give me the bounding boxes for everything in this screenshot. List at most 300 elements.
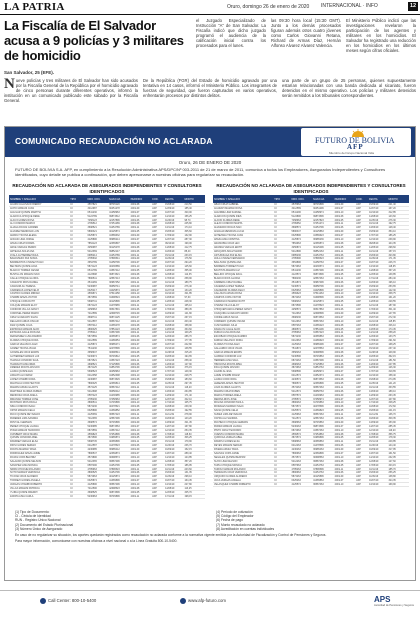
table-cell: 2019-11	[334, 249, 344, 253]
table-cell: 2019-06	[334, 226, 344, 230]
table-cell: AFP	[152, 218, 157, 222]
table-cell: NINA CONDORI ISAAC	[10, 405, 36, 409]
notice-banner	[5, 127, 415, 157]
table-cell: CI	[70, 401, 73, 405]
table-cell: 6874123	[87, 304, 97, 308]
table-cell: 2019-06	[130, 471, 140, 475]
table-cell: 36985496	[313, 343, 324, 346]
table-cell: AFP	[356, 327, 361, 331]
table-cell: BARRIENTOS CHAVEZ HUGO	[10, 261, 44, 265]
table-cell: 2019-11	[334, 413, 344, 416]
table-cell: 37896596	[313, 467, 324, 471]
table-cell: 41254796	[109, 463, 120, 467]
table-cell: 10/07/19	[165, 343, 175, 346]
table-cell: 258,90	[184, 276, 192, 280]
table-cell: 2019-06	[334, 335, 344, 339]
table-cell: 2019-08	[130, 203, 140, 206]
table-cell: 3574574	[291, 455, 301, 459]
page-number: 12	[409, 3, 417, 9]
table-cell: 41236963	[313, 393, 324, 397]
table-cell: 2019-06	[130, 218, 140, 222]
table-cell: AFP	[356, 416, 361, 420]
table-cell: ALAVI FLORES ROSA	[10, 218, 35, 222]
table-cell: 12/09/19	[369, 366, 379, 370]
table-cell: CI	[274, 269, 277, 273]
table-cell: 5236987	[87, 284, 97, 288]
table-cell: 5412369	[87, 249, 97, 253]
table-cell: 31458763	[313, 261, 324, 265]
table-cell: 2019-05	[334, 381, 344, 385]
drop-cap: N	[4, 78, 15, 92]
table-cell: 6587496	[87, 463, 97, 467]
article-column-2: De la República (FGR) del Estado de homicidio agravado por una tentativa en 14 casos, informó el Ministerio Público. Los integrantes de fuerzas de seguridad, que fueron capturados en varios operativos, enfrentarán procesos por distintos delitos.	[143, 78, 277, 98]
table-cell: 41652374	[313, 374, 324, 378]
table-cell: CHAMBI APAZA VICTOR	[10, 296, 38, 300]
table-cell: 172,60	[388, 405, 396, 409]
table-cell: 13/06/19	[165, 389, 175, 393]
table-cell: 3896263	[291, 401, 301, 405]
table-cell: AFP	[356, 226, 361, 230]
table-cell: CI	[70, 214, 73, 218]
table-cell: 41258963	[109, 210, 120, 214]
column-header: CÓD.	[356, 197, 363, 201]
table-cell: ACAPA CALLISAYA FREDDY	[10, 203, 42, 206]
table-cell: 11/08/19	[165, 350, 175, 354]
table-cell: QUIROGA VARGAS ABEL	[214, 436, 243, 440]
masthead	[0, 0, 420, 15]
afp-logo	[301, 128, 411, 156]
table-cell: AFP	[152, 206, 157, 210]
table-cell: 2019-07	[130, 261, 140, 265]
table-cell: AFP	[152, 354, 157, 358]
table-cell: 41289654	[109, 339, 120, 343]
table-cell: 278,90	[184, 413, 192, 416]
table-cell: 2019-10	[130, 401, 140, 405]
table-cell: JIMENEZ ROCHA WILSON	[10, 366, 40, 370]
table-cell: CI	[70, 366, 73, 370]
table-cell: 264,85	[184, 389, 192, 393]
table-cell: BLANCO TORREZ CESAR	[10, 269, 40, 273]
table-cell: 14/07/19	[369, 424, 379, 428]
table-cell: LEDEZMA APAZA HECTOR	[214, 381, 244, 385]
table-cell: 41369823	[313, 409, 324, 413]
table-cell: 133,75	[388, 335, 396, 339]
table-cell: AFP	[356, 210, 361, 214]
table-cell: 40478596	[313, 405, 324, 409]
table-cell: 14/08/19	[369, 269, 379, 273]
table-cell: 132,90	[184, 234, 192, 238]
table-cell: ACHO MAMANI JUAN	[10, 206, 35, 210]
table-cell: 39587412	[109, 319, 120, 323]
table-cell: AFP	[356, 308, 361, 311]
table-cell: 42365896	[313, 381, 324, 385]
table-cell: 30698596	[313, 350, 324, 354]
table-cell: 6325574	[291, 409, 301, 413]
table-cell: 221,40	[388, 203, 396, 206]
table-cell: 7458123	[87, 218, 97, 222]
table-cell: 11/08/19	[369, 350, 379, 354]
table-cell: 189,10	[388, 389, 396, 393]
column-header: NOMBRE Y APELLIDO	[214, 197, 241, 201]
table-cell: 4785632	[87, 257, 97, 261]
table-cell: 15/06/19	[369, 253, 379, 257]
phone-icon	[40, 598, 46, 604]
table-cell: 286,70	[184, 335, 192, 339]
table-cell: 17/06/19	[165, 308, 175, 311]
table-cell: 161,20	[388, 296, 396, 300]
table-cell: 194,65	[184, 354, 192, 358]
table-cell: 15/10/19	[369, 346, 379, 350]
table-cell: 14/10/19	[165, 214, 175, 218]
table-cell: AFP	[356, 257, 361, 261]
table-cell: CI	[70, 308, 73, 311]
table-cell: 297,45	[184, 381, 192, 385]
table-cell: CI	[274, 444, 277, 448]
table-cell: 41258974	[313, 210, 324, 214]
table-cell: AFP	[152, 253, 157, 257]
table-cell: 2019-10	[334, 428, 344, 432]
table-cell: 2019-09	[334, 311, 344, 315]
table-cell: CI	[70, 206, 73, 210]
table-cell: MENDOZA CRUZ ADELA	[10, 393, 38, 397]
table-cell: 11/11/19	[165, 413, 175, 416]
table-cell: AFP	[152, 358, 157, 362]
table-cell: 2019-09	[334, 475, 344, 479]
table-cell: 30874563	[313, 315, 324, 319]
table-cell: 31698596	[313, 296, 324, 300]
table-cell: 41587463	[313, 428, 324, 432]
table-cell: CI	[274, 397, 277, 401]
table-cell: AFP	[152, 471, 157, 475]
table-cell: AFP	[356, 331, 361, 335]
table-cell: AFP	[356, 393, 361, 397]
table-cell: 2019-07	[334, 424, 344, 428]
table-cell: CI	[70, 346, 73, 350]
table-cell: 6874263	[291, 358, 301, 362]
table-cell: 3698525	[87, 490, 97, 494]
table-cell: 2019-09	[334, 257, 344, 261]
table-cell: AFP	[152, 331, 157, 335]
table-cell: CI	[274, 467, 277, 471]
table-cell: 4578963	[291, 203, 301, 206]
table-cell: 2019-08	[334, 269, 344, 273]
table-cell: CI	[274, 393, 277, 397]
table-cell: CI	[70, 444, 73, 448]
table-cell: CI	[274, 203, 277, 206]
table-cell: 2019-06	[130, 308, 140, 311]
table-cell: 2019-07	[130, 397, 140, 401]
table-cell: 40258963	[109, 370, 120, 374]
table-cell: CI	[70, 475, 73, 479]
table-cell: 3874125	[87, 366, 97, 370]
table-cell: CI	[274, 300, 277, 304]
table-cell: 2019-10	[334, 292, 344, 296]
table-cell: 2019-06	[334, 389, 344, 393]
table-cell: PEREZ CHOQUE LILIANA	[10, 424, 39, 428]
table-cell: 6541236	[291, 269, 301, 273]
table-cell: 3698963	[291, 420, 301, 424]
table-cell: 12/09/19	[165, 206, 175, 210]
table-cell: ARCE VARGAS PEDRO	[10, 245, 37, 249]
table-cell: 12/11/19	[369, 304, 379, 308]
table-cell: AFP	[152, 370, 157, 374]
table-cell: CI	[70, 393, 73, 397]
table-cell: 229,55	[388, 300, 396, 304]
table-cell: AFP	[152, 397, 157, 401]
table-cell: AFP	[356, 323, 361, 327]
table-cell: CI	[274, 409, 277, 413]
table-cell: 37896523	[313, 257, 324, 261]
table-cell: AFP	[152, 339, 157, 343]
table-cell: 10/09/19	[369, 311, 379, 315]
table-cell: CI	[274, 358, 277, 362]
table-cell: 249,85	[388, 440, 396, 444]
table-cell: CI	[274, 424, 277, 428]
edition-date: Oruro, domingo 26 de enero de 2020	[227, 4, 310, 10]
table-cell: AFP	[152, 409, 157, 413]
table-cell: AFP	[356, 222, 361, 226]
table-cell: 12/08/19	[369, 459, 379, 463]
table-cell: 321,85	[184, 292, 192, 296]
call-center-label: Call Center: 800-10-5400	[48, 598, 97, 604]
table-cell: 36985471	[109, 343, 120, 346]
table-cell: 2019-08	[334, 350, 344, 354]
table-cell: 11/05/19	[369, 381, 379, 385]
table-cell: AFP	[152, 401, 157, 405]
table-cell: AFP	[356, 455, 361, 459]
table-cell: AFP	[356, 249, 361, 253]
table-cell: 2019-08	[334, 378, 344, 381]
table-cell: CUSI MAMANI JULIA	[214, 323, 238, 327]
table-cell: 36985463	[313, 448, 324, 451]
table-cell: 41025874	[109, 288, 120, 292]
table-cell: 15/07/19	[165, 315, 175, 319]
website[interactable]	[180, 598, 226, 604]
table-cell: 187,90	[388, 304, 396, 308]
table-cell: BELTRAN QUISPE LIDIA	[10, 265, 38, 269]
table-cell: AFP	[356, 358, 361, 362]
table-cell: 253,65	[388, 284, 396, 288]
table-cell: 14/05/19	[165, 269, 175, 273]
table-cell: 2019-11	[334, 331, 344, 335]
table-cell: 16/08/19	[369, 323, 379, 327]
table-cell: 30987452	[109, 280, 120, 284]
table-cell: 6541296	[291, 210, 301, 214]
table-cell: CARRASCO MAMANI RUTH	[214, 300, 246, 304]
table-cell: 7458963	[291, 218, 301, 222]
table-cell: 236,70	[184, 444, 192, 448]
table-cell: AFP	[356, 475, 361, 479]
table-cell: 41365896	[109, 479, 120, 483]
column-header: NRO. DOC.	[87, 197, 101, 201]
table-cell: 15/06/19	[165, 471, 175, 475]
table-cell: CI	[70, 311, 73, 315]
table-cell: 10/05/19	[369, 436, 379, 440]
table-cell: 258,40	[184, 358, 192, 362]
table-cell: 2019-06	[130, 276, 140, 280]
table-cell: CI	[274, 238, 277, 241]
table-cell: CI	[70, 273, 73, 276]
table-cell: 30587412	[109, 385, 120, 389]
table-cell: 41589623	[313, 234, 324, 238]
table-cell: AFP	[356, 362, 361, 366]
table-cell: 4698521	[87, 362, 97, 366]
table-cell: INCA QUISPE WILSON	[214, 366, 240, 370]
table-cell: 3874263	[291, 296, 301, 300]
table-cell: 2019-06	[130, 362, 140, 366]
table-cell: CI	[274, 315, 277, 319]
table-cell: ARUQUIPA SOLIZ MARIO	[214, 249, 243, 253]
table-cell: 147,65	[388, 311, 396, 315]
table-cell: 289,40	[184, 452, 192, 455]
table-cell: 30451296	[313, 206, 324, 210]
table-cell: 2019-09	[334, 366, 344, 370]
table-cell: 6587423	[87, 393, 97, 397]
table-cell: 12/10/19	[165, 428, 175, 432]
table-cell: 41365423	[313, 323, 324, 327]
table-cell: 2019-05	[334, 463, 344, 467]
table-cell: 2019-08	[334, 405, 344, 409]
table-cell: 2019-07	[334, 315, 344, 319]
table-cell: 7412596	[87, 487, 97, 490]
table-cell: 7896963	[291, 452, 301, 455]
table-cell: 4258963	[87, 308, 97, 311]
table-cell: AFP	[152, 203, 157, 206]
table-cell: 2019-09	[130, 448, 140, 451]
table-cell: 7412574	[291, 416, 301, 420]
table-cell: MARTINEZ FLORES RUBEN	[10, 389, 42, 393]
table-cell: 2019-06	[130, 335, 140, 339]
table-cell: 149,30	[184, 370, 192, 374]
table-cell: 12/10/19	[369, 238, 379, 241]
table-cell: 5874574	[291, 405, 301, 409]
table-cell: AFP	[152, 381, 157, 385]
table-cell: 12/09/19	[165, 366, 175, 370]
table-cell: ANTEZANA TICONA JUAN	[214, 234, 244, 238]
table-cell: 31458796	[109, 261, 120, 265]
table-cell: CI	[70, 234, 73, 238]
table-cell: AVILA CHAVEZ FERNANDO	[214, 257, 245, 261]
footnotes-left	[15, 510, 206, 531]
table-cell: CI	[274, 311, 277, 315]
table-cell: 3256874	[291, 245, 301, 249]
table-header	[213, 195, 409, 203]
table-cell: 319,65	[388, 370, 396, 374]
table-cell: 6412589	[87, 339, 97, 343]
table-cell: 2019-06	[334, 362, 344, 366]
table-row	[213, 483, 409, 487]
table-cell: AYALA GUTIERREZ RAUL	[10, 253, 39, 257]
table-cell: 2019-10	[334, 483, 344, 487]
table-cell: 192,55	[184, 409, 192, 413]
table-cell: 2019-05	[130, 463, 140, 467]
table-cell: 10/10/19	[165, 374, 175, 378]
table-cell: 2019-05	[334, 354, 344, 358]
table-cell: CORDERO QUISPE OSCAR	[214, 319, 246, 323]
table-cell: 5236263	[291, 424, 301, 428]
table-cell: 112,35	[184, 273, 192, 276]
table-cell: 199,00	[184, 241, 192, 245]
table-cell: 185,40	[184, 206, 192, 210]
table-cell: ABAN CRUZ GABRIEL	[214, 203, 239, 206]
table-cell: 41478596	[313, 444, 324, 448]
table-cell: 12/05/19	[165, 490, 175, 494]
column-header: NUA/CUA	[313, 197, 325, 201]
table-cell: LOZA FLORES GLADYS	[214, 385, 241, 389]
table-cell: CRUZ GUARACHI SILVIA	[10, 315, 38, 319]
table-cell: 6325874	[87, 234, 97, 238]
table-cell: CASTRO FLORES MIRIAM	[10, 292, 40, 296]
table-cell: 2019-11	[130, 331, 140, 335]
table-cell: 30698574	[109, 455, 120, 459]
table-cell: 39745863	[313, 354, 324, 358]
table-cell: AFP	[152, 378, 157, 381]
footnote: (6) Fecha de pago	[216, 518, 243, 523]
table-cell: AFP	[356, 401, 361, 405]
table-cell: 16/10/19	[369, 292, 379, 296]
table-cell: CAMACHO RIOS DANIEL	[10, 280, 39, 284]
table-cell: 3654896	[291, 261, 301, 265]
table-cell: GONZALES CRUZ EDWIN	[10, 350, 39, 354]
table-cell: CI	[70, 455, 73, 459]
article-column-3: una parte de un grupo de 25 personas, quienes supuestamente estarían relacionadas con una banda dedicada al sicariato, fueron detenidos en el mismo operativo. Los policías y militares detenidos serán remitidos a los tribunales correspondientes.	[282, 78, 416, 98]
table-cell: 15/08/19	[165, 203, 175, 206]
table-cell: 10/06/19	[369, 280, 379, 284]
table-cell: 16/08/19	[165, 323, 175, 327]
table-cell: 10/11/19	[369, 249, 379, 253]
table-cell: 118,60	[184, 432, 192, 436]
table-cell: LAURA QUISPE EVA	[10, 370, 33, 374]
table-cell: AFP	[356, 343, 361, 346]
table-cell: AFP	[356, 269, 361, 273]
table-cell: 36874596	[313, 273, 324, 276]
table-cell: 30587463	[313, 385, 324, 389]
table-cell: 113,25	[184, 487, 192, 490]
table-cell: QUENTA CONDORI MARIA	[214, 432, 244, 436]
table-cell: 31965896	[313, 436, 324, 440]
table-cell: 39874563	[109, 424, 120, 428]
table-cell: CI	[274, 335, 277, 339]
table-cell: 41478523	[109, 444, 120, 448]
table-cell: MAMANI CRUZ RUBEN	[214, 389, 240, 393]
table-cell: AFP	[152, 393, 157, 397]
table-body	[213, 203, 409, 506]
table-cell: 16/05/19	[165, 354, 175, 358]
table-cell: RODRIGUEZ APAZA JAIME	[10, 452, 41, 455]
table-cell: CONDE ARIAS SILVIA	[214, 315, 239, 319]
table-cell: AFP	[356, 428, 361, 432]
table-cell: 6325963	[291, 288, 301, 292]
table-cell: SUXO LIMA NELSON	[214, 459, 238, 463]
table-cell: 3412987	[87, 206, 97, 210]
table-cell: AFP	[152, 214, 157, 218]
table-cell: RAMIREZ VARGAS ELSA	[10, 440, 38, 444]
table-cell: POMA MAMANI TEODORO	[10, 428, 40, 432]
table-cell: CI	[70, 304, 73, 308]
column-header: TIPO	[274, 197, 281, 201]
table-cell: CI	[274, 308, 277, 311]
table-cell: 39658763	[313, 389, 324, 393]
table-cell: 6541789	[87, 269, 97, 273]
table-cell: 42365874	[313, 241, 324, 245]
table-cell: AFP	[152, 483, 157, 487]
table-cell: 138,80	[388, 475, 396, 479]
table-cell: MIRANDA TORREZ JOSE	[10, 397, 39, 401]
table-cell: 168,25	[388, 343, 396, 346]
table-row	[9, 495, 205, 499]
table-cell: 348,25	[388, 401, 396, 405]
table-cell: 4567821	[87, 203, 97, 206]
